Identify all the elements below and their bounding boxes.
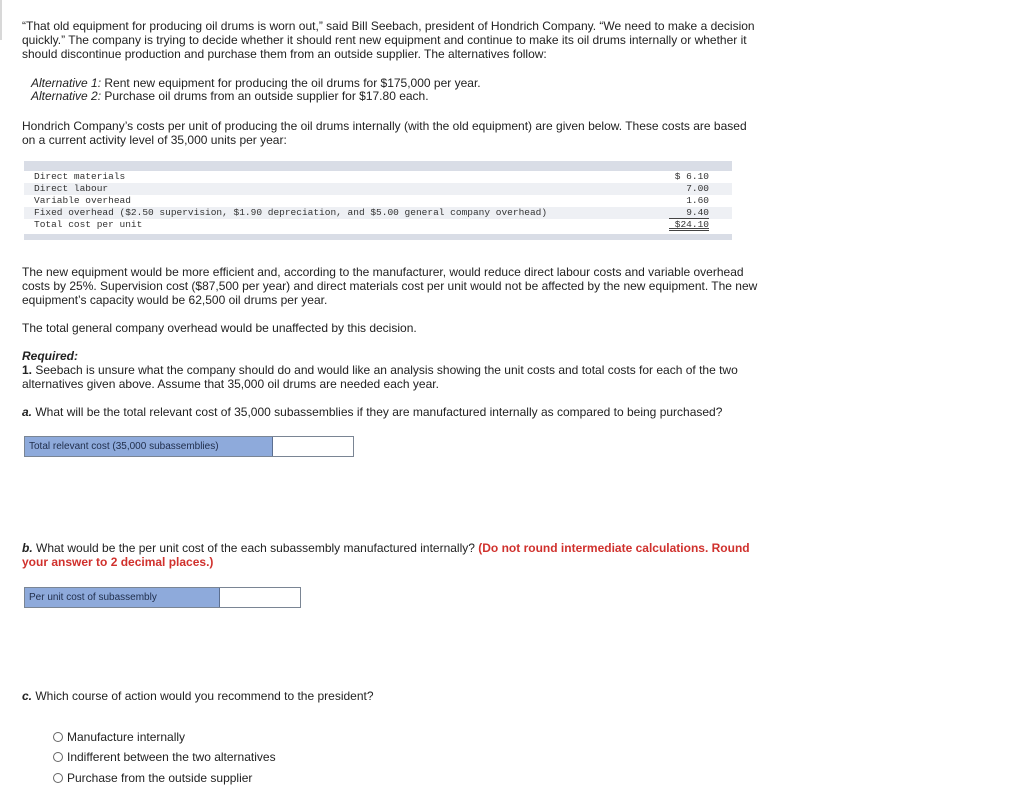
table-row bbox=[24, 207, 732, 219]
question-c-letter: c. bbox=[22, 689, 33, 703]
option-label: Manufacture internally bbox=[67, 730, 186, 744]
required-paragraph bbox=[22, 363, 767, 391]
required-number: 1. bbox=[22, 363, 33, 377]
question-a-letter: a. bbox=[22, 405, 33, 419]
alternative-2 bbox=[31, 90, 429, 104]
row-label: Direct materials bbox=[34, 171, 126, 182]
total-relevant-cost-answer bbox=[24, 436, 354, 457]
row-label: Fixed overhead ($2.50 supervision, $1.90 depreciation, and $5.00 general company overhead) bbox=[34, 207, 548, 218]
row-label: Variable overhead bbox=[34, 195, 131, 206]
required-title: Required: bbox=[22, 349, 79, 363]
required-heading bbox=[22, 349, 762, 363]
radio-circle-icon[interactable] bbox=[53, 752, 63, 762]
option-label: Indifferent between the two alternatives bbox=[67, 750, 276, 764]
intro-paragraph: “That old equipment for producing oil drums is worn out,” said Bill Seebach, president of Hondrich Company. “We need to make a decision quickly.” The company is trying to decide whether it should rent new equipment and continue to make its oil drums internally or whether it should discontinue production and purchase them from an outside supplier. The alternatives follow: bbox=[22, 19, 755, 61]
row-amount: $24.10 bbox=[669, 219, 709, 231]
total-relevant-cost-label: Total relevant cost (35,000 subassemblies) bbox=[25, 437, 273, 456]
cost-table bbox=[24, 161, 732, 240]
row-amount: 9.40 bbox=[669, 207, 709, 219]
alternative-2-text: Purchase oil drums from an outside supplier for $17.80 each. bbox=[101, 89, 429, 103]
question-a bbox=[22, 405, 762, 419]
required-text: Seebach is unsure what the company should do and would like an analysis showing the unit costs and total costs for each of the two alternatives given above. Assume that 35,000 oil drums are needed each year. bbox=[22, 363, 738, 391]
alternative-2-label: Alternative 2: bbox=[31, 89, 102, 103]
table-footer-bar bbox=[24, 234, 732, 240]
option-indifferent[interactable] bbox=[53, 750, 276, 764]
new-equipment-paragraph: The new equipment would be more efficient and, according to the manufacturer, would reduce direct labour costs and variable overhead costs by 25%. Supervision cost ($87,500 per year) and direct materials cost per unit would not be affected by the new equipment. The new equipment’s capacity would be 62,500 oil drums per year. bbox=[22, 265, 758, 307]
left-frame-edge bbox=[0, 0, 2, 40]
costs-intro-paragraph: Hondrich Company’s costs per unit of producing the oil drums internally (with the old equipment) are given below. These costs are based on a current activity level of 35,000 units per year: bbox=[22, 119, 747, 147]
radio-circle-icon[interactable] bbox=[53, 773, 63, 783]
question-b-letter: b. bbox=[22, 541, 33, 555]
table-row bbox=[24, 183, 732, 195]
question-a-text: What will be the total relevant cost of 35,000 subassemblies if they are manufactured internally as compared to being purchased? bbox=[32, 405, 723, 419]
per-unit-cost-answer bbox=[24, 587, 301, 608]
question-b-text: What would be the per unit cost of the each subassembly manufactured internally? bbox=[32, 541, 479, 555]
table-total-row bbox=[24, 219, 732, 231]
total-relevant-cost-input[interactable] bbox=[273, 437, 353, 456]
alternative-1-label: Alternative 1: bbox=[31, 76, 102, 90]
table-header-bar bbox=[24, 161, 732, 171]
question-b bbox=[22, 541, 762, 569]
question-c bbox=[22, 689, 762, 703]
option-purchase-outside[interactable] bbox=[53, 771, 252, 785]
option-manufacture-internally[interactable] bbox=[53, 730, 185, 744]
row-amount: $ 6.10 bbox=[674, 171, 709, 182]
row-amount: 1.60 bbox=[686, 195, 709, 206]
alternative-1-text: Rent new equipment for producing the oil drums for $175,000 per year. bbox=[101, 76, 481, 90]
table-row bbox=[24, 195, 732, 207]
question-c-text: Which course of action would you recommend to the president? bbox=[32, 689, 374, 703]
radio-circle-icon[interactable] bbox=[53, 732, 63, 742]
row-label: Total cost per unit bbox=[34, 219, 143, 230]
option-label: Purchase from the outside supplier bbox=[67, 771, 253, 785]
per-unit-cost-input[interactable] bbox=[220, 588, 300, 607]
row-amount: 7.00 bbox=[686, 183, 709, 194]
row-label: Direct labour bbox=[34, 183, 109, 194]
question-b-instruction: (Do not round intermediate calculations. Round your answer to 2 decimal places.) bbox=[22, 541, 750, 569]
per-unit-cost-label: Per unit cost of subassembly bbox=[25, 588, 220, 607]
table-row bbox=[24, 171, 732, 183]
overhead-paragraph: The total general company overhead would be unaffected by this decision. bbox=[22, 321, 417, 335]
